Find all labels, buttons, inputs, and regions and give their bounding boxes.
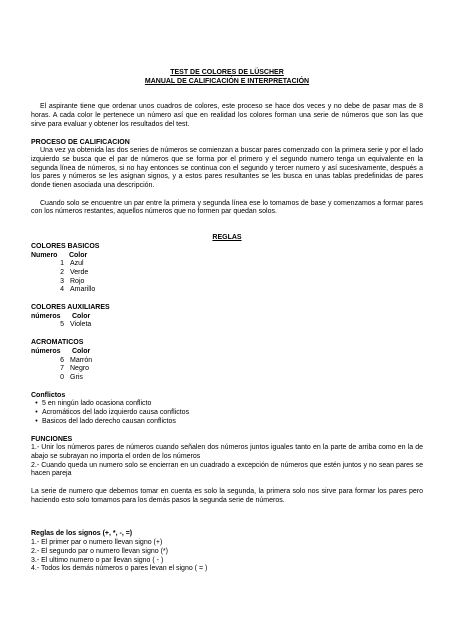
basicos-numero-header: Numero (31, 251, 58, 259)
bullet-icon: • (35, 400, 38, 408)
basicos-list (31, 260, 423, 295)
acromaticos-numero-header: números (31, 347, 61, 355)
color-name: Gris (70, 373, 83, 381)
auxiliares-column-headers (31, 313, 423, 322)
color-name: Verde (70, 268, 89, 276)
funciones-item-2: 2.- Cuando queda un numero solo se encierran en un cuadrado a excepción de números que estén juntos y no sean pares se hacen pareja (31, 461, 423, 478)
funciones-heading: FUNCIONES (31, 435, 73, 443)
basicos-heading: COLORES BASICOS (31, 242, 100, 250)
proceso-paragraph-2: Cuando solo se encuentre un par entre la primera y segunda línea ese lo tomamos de base y comenzamos a formar pares con los números restantes, aquellos números que no formen par quedan solos. (31, 199, 423, 216)
color-row (31, 260, 423, 269)
list-item: 2.- El segundo par o numero llevan signo (*) (31, 547, 168, 555)
basicos-color-header: Color (68, 251, 88, 259)
list-item: • 5 en ningún lado ocasiona conflicto (31, 400, 423, 409)
auxiliares-numero-header: números (31, 312, 61, 320)
serie-paragraph: La serie de numero que debemos tomar en cuenta es solo la segunda, la primera solo nos sirve para formar los pares pero haciendo esto solo tomamos para los demás pasos la segunda serie de números. (31, 488, 423, 504)
bullet-icon: • (35, 409, 38, 417)
color-name: Azul (70, 260, 84, 268)
list-item: 1.- El primer par o numero llevan signo (+) (31, 539, 163, 547)
acromaticos-list (31, 357, 423, 383)
color-row (31, 269, 423, 278)
color-number: 3 (60, 277, 64, 285)
proceso-paragraph-1: Una vez ya obtenida las dos series de números se comienzan a buscar pares comenzado con la primera serie y por el lado izquierdo se busca que el par de números que se forma por el primero y el segundo numero tenga un equivalente en la segunda línea de números, si no hay entonces se continua con el segundo y tercer numero y así sucesivamente, después a los pares y números se les asignan signos, y a estos pares resultantes se les busca en unas tablas predefinidas de pares donde tienen asociada una descripción. (31, 147, 423, 190)
list-item: 4.- Todos los demás números o pares levan el signo ( = ) (31, 565, 208, 573)
color-number: 7 (60, 365, 64, 373)
basicos-column-headers (31, 252, 423, 261)
document-page (31, 69, 423, 574)
acromaticos-color-header: Color (71, 347, 91, 355)
document-subtitle: MANUAL DE CALIFICACIÓN E INTERPRETACIÓN (144, 77, 310, 85)
signos-list (31, 539, 423, 574)
color-row (31, 278, 423, 287)
color-name: Negro (70, 365, 90, 373)
funciones-item-1: 1.- Unir los números pares de números cuando señalen dos números juntos iguales tanto en la parte de arriba como en la de abajo se subrayan no importa el orden de los números (31, 444, 423, 460)
color-name: Amarillo (70, 286, 96, 294)
auxiliares-heading: COLORES AUXILIARES (31, 304, 110, 312)
list-item: • Acromáticos del lado izquierdo causa conflictos (31, 409, 423, 418)
color-row (31, 286, 423, 295)
conflictos-heading: Conflictos (31, 391, 66, 399)
color-row (31, 374, 423, 383)
reglas-heading: REGLAS (212, 234, 242, 242)
color-row (31, 365, 423, 374)
intro-paragraph: El aspirante tiene que ordenar unos cuadros de colores, este proceso se hace dos veces y no debe de pasar mas de 8 horas. A cada color le pertenece un número así que en realidad los colores forman una serie de números que son las que sirve para evaluar y obtener los resultados del test. (31, 103, 423, 128)
color-name: Marrón (70, 356, 93, 364)
color-number: 5 (60, 321, 64, 329)
color-row (31, 357, 423, 366)
color-row (31, 321, 423, 330)
color-number: 4 (60, 286, 64, 294)
auxiliares-color-header: Color (71, 312, 91, 320)
color-name: Rojo (70, 277, 85, 285)
conflictos-list (31, 400, 423, 426)
color-number: 6 (60, 356, 64, 364)
acromaticos-heading: ACROMATICOS (31, 339, 84, 347)
color-number: 1 (60, 260, 64, 268)
proceso-heading: PROCESO DE CALIFICACION (31, 138, 130, 146)
signos-heading: Reglas de los signos (+, *, -, =) (31, 530, 133, 538)
document-title: TEST DE COLORES DE LÜSCHER (170, 69, 284, 76)
color-number: 0 (60, 373, 64, 381)
acromaticos-column-headers (31, 348, 423, 357)
color-name: Violeta (70, 321, 92, 329)
list-item: • Basicos del lado derecho causan conflictos (31, 418, 423, 427)
list-item: 3.- El ultimo numero o par llevan signo ( - ) (31, 556, 164, 564)
color-number: 2 (60, 268, 64, 276)
bullet-icon: • (35, 417, 38, 425)
